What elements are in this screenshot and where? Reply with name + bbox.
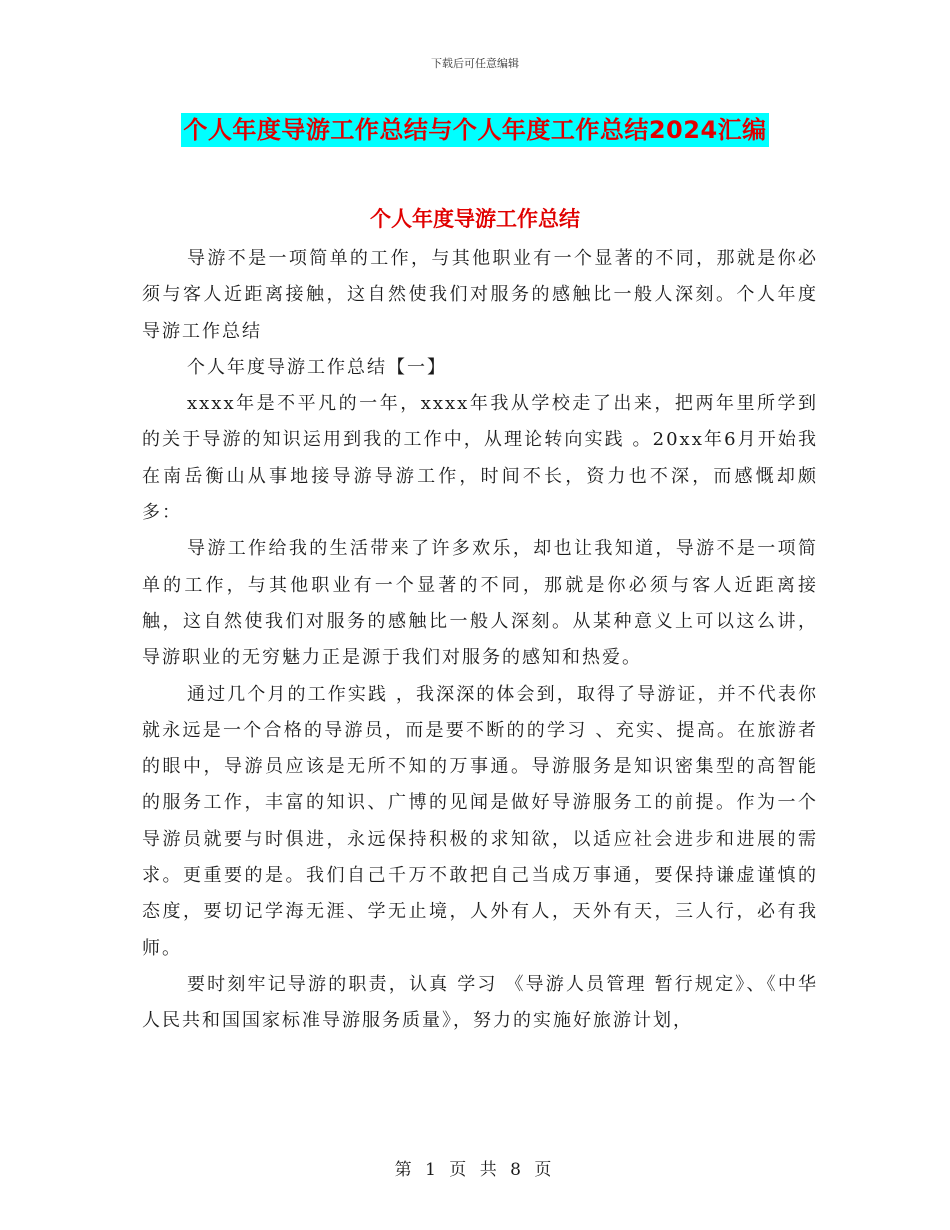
main-title: 个人年度导游工作总结与个人年度工作总结2024汇编 (181, 113, 768, 147)
body-text (142, 241, 818, 1040)
paragraph: 通过几个月的工作实践 ，我深深的体会到，取得了导游证，并不代表你就永远是一个合格的导游员，而是要不断的的学习 、充实、提高。在旅游者的眼中，导游员应该是无所不知的万事通。导游服务是知识密集型的高智能的服务工作，丰富的知识、广博的见闻是做好导游服务工的前提。作为一个导游员就要与时俱进，永远保持积极的求知欲，以适应社会进步和进展的需求。更重要的是。我们自己千万不敢把自己当成万事通，要保持谦虚谨慎的态度，要切记学海无涯、学无止境，人外有人，天外有天，三人行，必有我师。 (142, 683, 818, 959)
paragraph: 导游工作给我的生活带来了许多欢乐，却也让我知道，导游不是一项简单的工作，与其他职业有一个显著的不同，那就是你必须与客人近距离接触，这自然使我们对服务的感触比一般人深刻。从某种意义上可以这么讲，导游职业的无穷魅力正是源于我们对服务的感知和热爱。 (142, 538, 818, 669)
main-title-wrap (0, 113, 950, 147)
paragraph: 个人年度导游工作总结【一】 (187, 356, 447, 378)
header-note: 下载后可任意编辑 (431, 57, 519, 70)
section-title: 个人年度导游工作总结 (370, 207, 580, 231)
paragraph: xxxx年是不平凡的一年，xxxx年我从学校走了出来，把两年里所学到的关于导游的知识运用到我的工作中，从理论转向实践 。20xx年6月开始我在南岳衡山从事地接导游导游工作，时间不长，资力也不深，而感慨却颇多： (142, 393, 818, 524)
page-footer: 第 1 页 共 8 页 (394, 1160, 556, 1180)
paragraph: 要时刻牢记导游的职责，认真 学习 《导游人员管理 暂行规定》、《中华人民共和国国家标准导游服务质量》，努力的实施好旅游计划， (142, 973, 818, 1032)
paragraph: 导游不是一项简单的工作，与其他职业有一个显著的不同，那就是你必须与客人近距离接触，这自然使我们对服务的感触比一般人深刻。个人年度导游工作总结 (142, 248, 818, 342)
